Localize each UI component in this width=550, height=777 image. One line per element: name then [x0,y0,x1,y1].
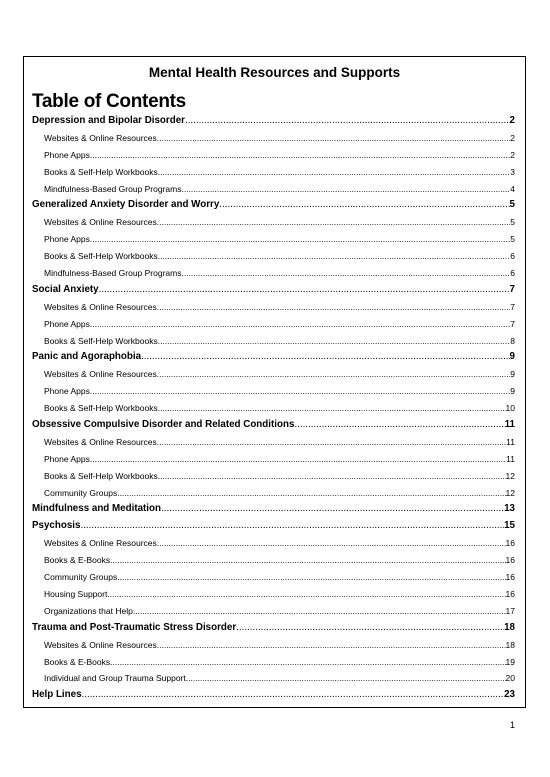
document-frame [23,56,526,708]
toc-entry-label: Obsessive Compulsive Disorder and Related Conditions [32,419,295,431]
document-title: Mental Health Resources and Supports [148,65,401,80]
toc-entry-label: Phone Apps [44,234,90,245]
toc-entry-label: Websites & Online Resources [44,301,157,312]
toc-entry-page: 18 [505,639,515,650]
toc-entry-page: 3 [510,166,515,177]
toc-subsection-entry[interactable] [32,451,515,468]
toc-section-entry[interactable] [32,417,515,434]
toc-subsection-entry[interactable] [32,400,515,417]
dot-leader [157,366,511,383]
dot-leader [157,299,511,316]
toc-entry-label: Phone Apps [44,318,90,329]
toc-entry-label: Websites & Online Resources [44,217,157,228]
toc-subsection-entry[interactable] [32,248,515,265]
dot-leader [90,451,506,468]
dot-leader [157,535,506,552]
toc-entry-page: 20 [505,673,515,684]
toc-section-entry[interactable] [32,620,515,637]
toc-entry-page: 11 [506,453,515,464]
dot-leader [110,654,505,671]
toc-entry-page: 16 [505,572,515,583]
toc-entry-page: 7 [509,283,515,295]
dot-leader [181,265,510,282]
dot-leader [107,586,505,603]
dot-leader [158,400,506,417]
toc-entry-label: Mindfulness-Based Group Programs [44,183,182,194]
toc-entry-page: 23 [504,689,515,701]
toc-entry-page: 9 [510,369,515,380]
dot-leader [141,349,509,366]
toc-entry-label: Books & E-Books [44,555,111,566]
toc-section-entry[interactable] [32,113,515,130]
toc-entry-label: Mindfulness and Meditation [32,503,161,515]
dot-leader [90,316,510,333]
dot-leader [185,113,510,130]
toc-heading: Table of Contents [32,91,186,112]
toc-entry-label: Books & Self-Help Workbooks [44,470,158,481]
toc-entry-page: 11 [506,436,515,447]
toc-entry-label: Psychosis [32,520,81,532]
toc-section-entry[interactable] [32,282,515,299]
toc-entry-label: Books & Self-Help Workbooks [44,166,158,177]
toc-entry-page: 2 [510,149,515,160]
toc-entry-label: Community Groups [44,572,118,583]
dot-leader [99,282,510,299]
toc-entry-label: Phone Apps [44,149,90,160]
toc-subsection-entry[interactable] [32,366,515,383]
toc-subsection-entry[interactable] [32,670,515,687]
toc-entry-page: 4 [510,183,515,194]
dot-leader [158,164,511,181]
toc-subsection-entry[interactable] [32,299,515,316]
toc-entry-page: 16 [505,555,515,566]
toc-subsection-entry[interactable] [32,637,515,654]
dot-leader [90,383,510,400]
toc-entry-page: 19 [505,656,515,667]
toc-entry-label: Phone Apps [44,386,90,397]
toc-entry-page: 13 [504,503,515,515]
toc-entry-page: 6 [510,251,515,262]
toc-subsection-entry[interactable] [32,468,515,485]
toc-entry-label: Help Lines [32,689,82,701]
toc-section-entry[interactable] [32,349,515,366]
toc-entry-label: Trauma and Post-Traumatic Stress Disorder [32,621,237,633]
toc-subsection-entry[interactable] [32,164,515,181]
toc-section-entry[interactable] [32,197,515,214]
toc-subsection-entry[interactable] [32,383,515,400]
toc-subsection-entry[interactable] [32,147,515,164]
dot-leader [186,670,506,687]
toc-entry-label: Books & Self-Help Workbooks [44,251,158,262]
toc-entry-label: Panic and Agoraphobia [32,351,142,363]
dot-leader [117,569,505,586]
toc-subsection-entry[interactable] [32,130,515,147]
toc-entry-label: Community Groups [44,487,118,498]
toc-entry-label: Depression and Bipolar Disorder [32,115,185,126]
dot-leader [90,147,510,164]
toc-subsection-entry[interactable] [32,586,515,603]
toc-entry-page: 9 [509,351,515,363]
toc-entry-label: Websites & Online Resources [44,436,157,447]
dot-leader [161,501,504,518]
toc-subsection-entry[interactable] [32,181,515,198]
toc-subsection-entry[interactable] [32,434,515,451]
toc-entry-page: 16 [505,538,515,549]
toc-subsection-entry[interactable] [32,214,515,231]
dot-leader [80,518,504,535]
toc-entry-label: Individual and Group Trauma Support [44,673,186,684]
dot-leader [294,417,504,434]
toc-entry-page: 15 [504,520,515,532]
toc-entry-page: 18 [504,621,515,633]
toc-entry-page: 10 [505,403,515,414]
toc-entry-label: Websites & Online Resources [44,369,157,380]
toc-entry-page: 8 [510,335,515,346]
toc-entry-label: Mindfulness-Based Group Programs [44,268,182,279]
dot-leader [157,214,511,231]
toc-subsection-entry[interactable] [32,231,515,248]
toc-subsection-entry[interactable] [32,569,515,586]
toc-entry-page: 12 [505,470,515,481]
toc-entry-label: Websites & Online Resources [44,538,157,549]
toc-entry-label: Books & Self-Help Workbooks [44,335,158,346]
dot-leader [158,468,506,485]
toc-entry-page: 16 [505,588,515,599]
toc-entry-label: Books & Self-Help Workbooks [44,403,158,414]
toc-entry-page: 7 [510,301,515,312]
toc-subsection-entry[interactable] [32,316,515,333]
toc-subsection-entry[interactable] [32,265,515,282]
toc-entry-label: Organizations that Help [44,605,133,616]
toc-entry-page: 6 [510,268,515,279]
dot-leader [181,181,510,198]
toc-entry-label: Social Anxiety [32,283,99,295]
toc-section-entry[interactable] [32,687,515,704]
toc-subsection-entry[interactable] [32,603,515,620]
toc-entry-label: Phone Apps [44,453,90,464]
toc-subsection-entry[interactable] [32,535,515,552]
toc-entry-label: Websites & Online Resources [44,132,157,143]
dot-leader [110,552,505,569]
dot-leader [157,130,511,147]
dot-leader [157,637,506,654]
toc-entry-label: Housing Support [44,588,108,599]
toc-entry-label: Generalized Anxiety Disorder and Worry [32,199,220,211]
toc-entry-page: 12 [505,487,515,498]
toc-entry-page: 2 [510,132,515,143]
toc-entry-page: 7 [510,318,515,329]
toc-entry-page: 5 [510,217,515,228]
dot-leader [158,248,511,265]
dot-leader [158,333,511,350]
table-of-contents [32,113,515,704]
dot-leader [157,434,506,451]
toc-entry-page: 9 [510,386,515,397]
toc-subsection-entry[interactable] [32,333,515,350]
toc-entry-label: Websites & Online Resources [44,639,157,650]
dot-leader [90,231,510,248]
toc-entry-label: Books & E-Books [44,656,111,667]
toc-entry-page: 5 [510,234,515,245]
dot-leader [236,620,504,637]
toc-subsection-entry[interactable] [32,552,515,569]
toc-section-entry[interactable] [32,518,515,535]
dot-leader [117,485,505,502]
dot-leader [219,197,509,214]
dot-leader [133,603,506,620]
toc-entry-page: 17 [505,605,515,616]
toc-section-entry[interactable] [32,501,515,518]
toc-subsection-entry[interactable] [32,654,515,671]
page-number: 1 [510,720,516,730]
dot-leader [82,687,505,704]
toc-entry-page: 5 [509,199,515,211]
toc-entry-page: 11 [504,419,515,431]
toc-entry-page: 2 [509,115,515,126]
toc-subsection-entry[interactable] [32,485,515,502]
